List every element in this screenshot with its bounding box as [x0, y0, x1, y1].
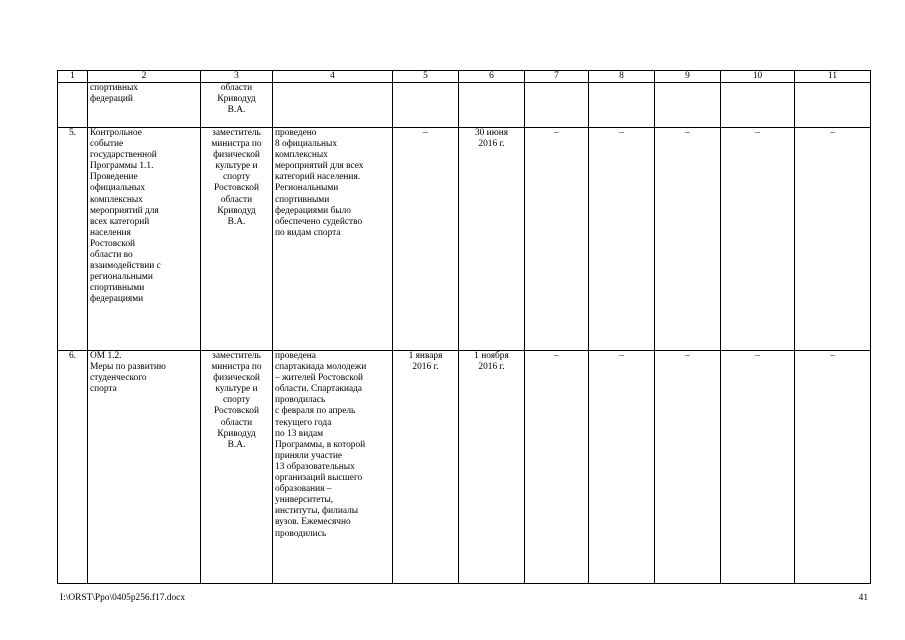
- table-row: [58, 128, 871, 351]
- responsible-cell: заместитель министра по физической культуре и спорту Ростовской области Криводуд В.А.: [201, 351, 273, 584]
- page-number: 41: [858, 593, 868, 603]
- result-cell: [273, 83, 393, 128]
- column-number-row: [58, 71, 871, 83]
- row-number: 5.: [58, 128, 88, 351]
- row-number: [58, 83, 88, 128]
- result-cell: проведено 8 официальных комплексных мероприятий для всех категорий населения. Региональными спортивными федерациями было обеспечено судейство по видам спорта: [273, 128, 393, 351]
- col9-cell: –: [655, 128, 721, 351]
- col8-cell: –: [589, 351, 655, 584]
- event-name-cell: ОМ 1.2. Меры по развитию студенческого спорта: [88, 351, 201, 584]
- col10-cell: –: [721, 351, 795, 584]
- column-header: 4: [273, 71, 393, 83]
- column-header: 3: [201, 71, 273, 83]
- responsible-cell: области Криводуд В.А.: [201, 83, 273, 128]
- col7-cell: –: [525, 351, 589, 584]
- column-header: 10: [721, 71, 795, 83]
- column-header: 1: [58, 71, 88, 83]
- table-row: [58, 83, 871, 128]
- plan-date-cell: 1 января 2016 г.: [393, 351, 459, 584]
- event-name-cell: спортивных федераций: [88, 83, 201, 128]
- result-cell: проведена спартакиада молодежи – жителей Ростовской области. Спартакиада проводилась с февраля по апрель текущего года по 13 видам Программы, в которой приняли участие 13 образовательных организаций высшего образования – университеты, институты, филиалы вузов. Ежемесячно проводились: [273, 351, 393, 584]
- responsible-cell: заместитель министра по физической культуре и спорту Ростовской области Криводуд В.А.: [201, 128, 273, 351]
- event-name-cell: Контрольное событие государственной Программы 1.1. Проведение официальных комплексных мероприятий для всех категорий населения Ростовской области во взаимодействии с региональными спортивными федерациями: [88, 128, 201, 351]
- plan-date-cell: –: [393, 128, 459, 351]
- fact-date-cell: [459, 83, 525, 128]
- column-header: 2: [88, 71, 201, 83]
- column-header: 6: [459, 71, 525, 83]
- column-header: 11: [795, 71, 871, 83]
- col9-cell: [655, 83, 721, 128]
- fact-date-cell: 1 ноября 2016 г.: [459, 351, 525, 584]
- col10-cell: [721, 83, 795, 128]
- col11-cell: –: [795, 128, 871, 351]
- col8-cell: –: [589, 128, 655, 351]
- footer-file-path: I:\ORST\Ppo\0405p256.f17.docx: [60, 593, 186, 603]
- column-header: 5: [393, 71, 459, 83]
- col11-cell: [795, 83, 871, 128]
- col9-cell: –: [655, 351, 721, 584]
- column-header: 8: [589, 71, 655, 83]
- plan-date-cell: [393, 83, 459, 128]
- col7-cell: [525, 83, 589, 128]
- col11-cell: –: [795, 351, 871, 584]
- column-header: 9: [655, 71, 721, 83]
- col7-cell: –: [525, 128, 589, 351]
- fact-date-cell: 30 июня 2016 г.: [459, 128, 525, 351]
- report-table: [57, 70, 871, 584]
- col8-cell: [589, 83, 655, 128]
- column-header: 7: [525, 71, 589, 83]
- row-number: 6.: [58, 351, 88, 584]
- table-row: [58, 351, 871, 584]
- col10-cell: –: [721, 128, 795, 351]
